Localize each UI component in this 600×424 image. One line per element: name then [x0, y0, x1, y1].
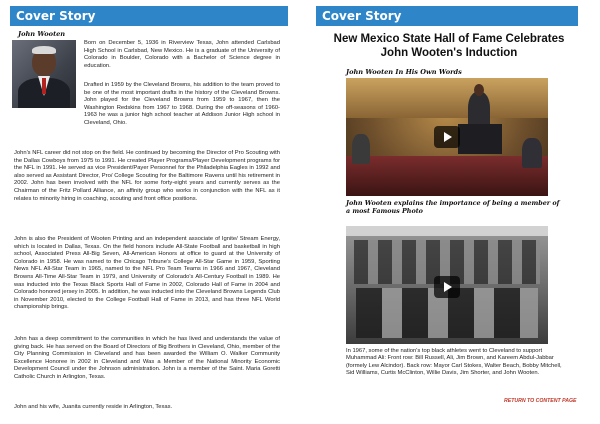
article-title: New Mexico State Hall of Fame Celebrates John Wooten's Induction — [333, 33, 565, 59]
video1-heading: John Wooten In His Own Words — [346, 68, 462, 76]
video2-label-strip — [346, 226, 548, 236]
bio-paragraph-6: John and his wife, Juanita currently reside in Arlington, Texas. — [14, 404, 173, 410]
bio-paragraph-5: John has a deep commitment to the communities in which he has lived and understands the value of giving back. He has served on the Board of Directors of Big Brothers in Cleveland, Ohio, member of the City Planning Commission in Cleveland and has been awarded the William O. Walker Community Excellence Honoree in 2002 in Cleveland and Was a Member of the National Minority Economic Development Council under the Johnson administration. John is a member of the Saint. Maria Goretti Catholic Church in Arlington, Texas. — [14, 336, 280, 380]
video2-caption: In 1967, some of the nation's top black athletes went to Cleveland to support Muhammad Ali: Front row: Bill Russell, Ali, Jim Brown, and Kareem Abdul-Jabbar (formely Lew Alcindor). Back row: Mayor Carl Stokes, Walter Beach, Bobby Mitchell, Sid Williams, Curtis McClinton, Willie Davis, Jim Shorter, and John Wooten. — [346, 348, 562, 377]
video1-backdrop — [346, 78, 548, 118]
video1-speaker-head — [474, 84, 484, 96]
return-to-content-link[interactable]: RETURN TO CONTENT PAGE — [504, 398, 577, 404]
bio-paragraph-3: John's NFL career did not stop on the field. He continued by becoming the Director of Pro Scouting with the Dallas Cowboys from 1975 to 1991. He created Player Programs/Player Development programs for the NFL in 1991. He served as vice President/Payer Personnel for the Philadelphia Eagles in 1992 and also served as Assistant Director, Pro/ College Scouting for the Baltimore Ravens until his retirement in 2002. John has been involved with the NFL for some forty-eight years and currently serves as the Chairman of the Fritz Pollard Alliance, an affinity group who works in conjunction with the NFL as it relates to minority hiring in coaching, scouting and front office positions. — [14, 150, 280, 202]
video-induction-speech[interactable] — [346, 78, 548, 196]
bio-paragraph-4: John is also the President of Wooten Printing and an independent associate of Ignite/ Stream Energy, which is located in Dallas, Texas. On the field honors include All-State Football and basketball in high school, Associated Press All-Big Seven, All-American Honors at office to guard at the University of Colorado in 1958. He was named to the Chicago Tribune's College All-Star Game in 1959, Sporting News NFL All-Star Team in 1965, named to the NFL Pro Team Teams in 1966 and 1967, Cleveland Browns All-Time All-Star Team in 1979, and University of Colorado's All-Century Football in 1989. He was inducted into the Texas Black Sports Hall of Fame in 2002, Colorado Hall of Fame in 2004 and Colorado honored jersey in 2005. In addition, he was inducted into the Cleveland Browns Legends Club in November 2010, elected to the College Football Hall of Fame in 2013, and has three NFL World championship brings. — [14, 236, 280, 311]
portrait-tie — [42, 78, 46, 94]
video1-podium — [458, 124, 502, 154]
video1-audience-right — [522, 138, 542, 168]
cover-story-header-right: Cover Story — [316, 6, 578, 26]
bio-paragraph-1: Born on December 5, 1936 in Riverview Texas, John attended Carlsbad High School in Carlsbad, New Mexico. He is a graduate of the University of Colorado in Boulder, Colorado with a Bachelor of Science degree in education. — [84, 40, 280, 69]
portrait-hair — [32, 46, 56, 54]
cover-story-header-left: Cover Story — [10, 6, 288, 26]
video-famous-photo[interactable] — [346, 226, 548, 344]
play-icon-2[interactable] — [434, 276, 460, 298]
video1-audience-left — [352, 134, 370, 164]
john-wooten-portrait — [12, 40, 76, 108]
bio-paragraph-2: Drafted in 1959 by the Cleveland Browns, his addition to the team proved to be one of the most important drafts in the history of the Cleveland Browns. John played for the Cleveland Browns from 1959 to 1967, then the Washington Redskins from 1967 to 1968. During the off-seasons of 1960-1963 he was a junior high school teacher at Addison Junior High school in Cleveland, Ohio. — [84, 82, 280, 126]
right-page — [300, 0, 600, 424]
play-icon[interactable] — [434, 126, 460, 148]
video1-caption: John Wooten explains the importance of being a member of a most Famous Photo — [346, 199, 560, 215]
video1-table — [346, 156, 548, 196]
portrait-name-heading: John Wooten — [18, 30, 66, 38]
